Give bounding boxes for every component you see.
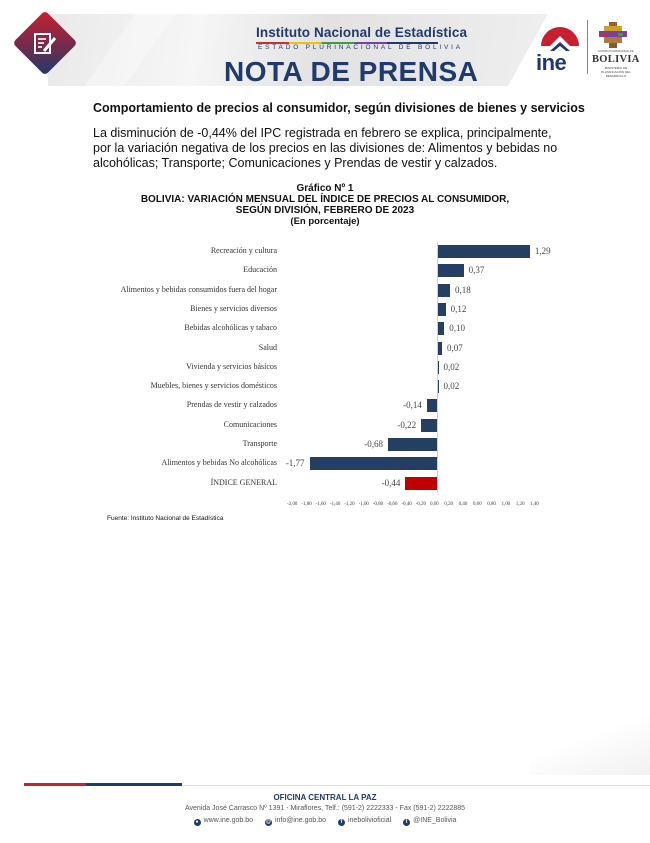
category-label: Bienes y servicios diversos — [190, 303, 277, 313]
figure-label: Gráfico Nº 1 — [296, 183, 354, 194]
value-label: 0,18 — [454, 284, 471, 295]
globe-icon: ● — [195, 819, 199, 825]
bar — [388, 438, 437, 451]
footer-rule-blue — [86, 783, 182, 786]
x-tick-label: -1,40 — [329, 501, 341, 507]
footer-rule-red — [24, 783, 86, 786]
category-label: Alimentos y bebidas No alcohólicas — [161, 458, 277, 468]
facebook-text: inebolivioficial — [347, 817, 392, 824]
bar — [437, 303, 446, 316]
bar — [437, 322, 444, 335]
bar — [437, 245, 530, 258]
email-icon: @ — [265, 819, 271, 825]
bolivia-logo-top: ESTADO PLURINACIONAL DE — [598, 50, 634, 53]
value-label: 0,12 — [450, 303, 467, 314]
press-title: NOTA DE PRENSA — [224, 56, 479, 87]
category-label: Bebidas alcohólicas y tabaco — [184, 323, 277, 333]
category-label: Transporte — [242, 439, 277, 448]
bolivia-emblem-icon — [598, 22, 628, 48]
bolivia-logo-text: BOLIVIA — [592, 54, 640, 65]
x-tick-label: -0,80 — [372, 501, 384, 507]
twitter-icon: t — [403, 819, 410, 826]
footer-office: OFICINA CENTRAL LA PAZ — [273, 793, 377, 802]
x-tick-label: 0,40 — [458, 501, 468, 507]
footer-link-website[interactable] — [194, 817, 253, 826]
value-label: 0,10 — [449, 323, 465, 334]
website-text: www.ine.gob.bo — [203, 817, 253, 824]
category-label: Vivienda y servicios básicos — [186, 361, 277, 371]
logo-separator — [587, 20, 588, 74]
x-tick-label: 1,20 — [515, 501, 525, 507]
x-tick-label: -0,20 — [415, 501, 426, 507]
category-label: Educación — [243, 265, 277, 275]
bar — [437, 284, 450, 297]
footer-link-facebook[interactable] — [338, 817, 391, 826]
institute-name: Instituto Nacional de Estadística — [256, 25, 468, 40]
zero-axis-line — [437, 242, 438, 492]
bar — [437, 264, 464, 277]
bar — [310, 457, 437, 470]
x-tick-label: 0,00 — [430, 501, 439, 507]
chart-source: Fuente: Instituto Nacional de Estadística — [107, 515, 224, 522]
category-label: Muebles, bienes y servicios domésticos — [150, 381, 277, 391]
twitter-text: @INE_Bolivia — [413, 817, 457, 824]
chart-heading — [100, 183, 550, 227]
chart-subtitle: (En porcentaje) — [290, 216, 360, 227]
value-label: 0,02 — [443, 361, 460, 372]
x-tick-label: -0,60 — [387, 501, 398, 507]
footer-link-twitter[interactable] — [403, 817, 456, 826]
x-tick-label: 1,00 — [501, 501, 511, 507]
body-paragraph: La disminución de -0,44% del IPC registrada en febrero se explica, principalmente, por la variación negativa de los precios en las divisiones de: Alimentos y bebidas no alcohólicas; Transporte; Comunicaciones y Prendas de vestir y calzados. — [93, 126, 558, 170]
category-label: Alimentos y bebidas consumidos fuera del hogar — [120, 284, 277, 294]
value-label: 1,29 — [534, 246, 551, 256]
value-label: 0,37 — [468, 265, 485, 276]
chart-title-line2: SEGÚN DIVISIÓN, FEBRERO DE 2023 — [235, 205, 415, 216]
chart-title-line1: BOLIVIA: VARIACIÓN MENSUAL DEL ÍNDICE DE PRECIOS AL CONSUMIDOR, — [140, 194, 510, 205]
x-tick-label: -1,80 — [301, 501, 312, 507]
bolivia-logo-subtitle: MINISTERIO DE PLANIFICACIÓN DEL DESARROLLO — [601, 66, 631, 78]
x-tick-label: 0,80 — [487, 501, 496, 507]
value-label: -0,22 — [397, 419, 417, 430]
header — [0, 0, 650, 92]
value-label: -0,44 — [381, 477, 401, 488]
value-label: -1,77 — [285, 458, 305, 469]
bar — [427, 399, 437, 412]
value-label: -0,14 — [403, 400, 422, 411]
value-label: 0,07 — [447, 342, 463, 353]
x-tick-label: 0,60 — [472, 501, 482, 507]
email-text: info@ine.gob.bo — [274, 817, 327, 824]
category-label: Comunicaciones — [223, 419, 277, 429]
x-tick-label: -1,00 — [358, 501, 369, 507]
footer-address: Avenida José Carrasco Nº 1391 - Miraflores, Telf.: (591-2) 2222333 - Fax (591-2) 2222885 — [184, 805, 466, 812]
value-label: 0,02 — [443, 381, 460, 392]
page-corner-shade — [530, 715, 650, 775]
section-title: Comportamiento de precios al consumidor, según divisiones de bienes y servicios — [93, 101, 585, 115]
facebook-icon: f — [338, 819, 345, 826]
x-tick-label: 0,20 — [444, 501, 453, 507]
x-tick-label: -1,60 — [315, 501, 326, 507]
x-tick-label: 1,40 — [530, 501, 539, 507]
category-label: Prendas de vestir y calzados — [186, 400, 277, 410]
institute-subtitle: ESTADO PLURINACIONAL DE BOLIVIA — [258, 44, 463, 51]
document-pencil-icon — [30, 29, 60, 59]
category-label: Salud — [258, 342, 277, 352]
x-tick-label: -0,40 — [401, 501, 412, 507]
x-tick-label: -1,20 — [344, 501, 355, 507]
ine-logo-text: ine — [536, 50, 567, 75]
value-label: -0,68 — [364, 439, 384, 449]
category-label: Recreación y cultura — [210, 246, 277, 255]
category-label: ÍNDICE GENERAL — [210, 477, 277, 487]
bar — [421, 419, 437, 432]
bar — [405, 477, 437, 490]
footer-link-email[interactable] — [265, 817, 326, 826]
x-tick-label: -2,00 — [287, 501, 298, 507]
footer-links — [0, 817, 650, 826]
